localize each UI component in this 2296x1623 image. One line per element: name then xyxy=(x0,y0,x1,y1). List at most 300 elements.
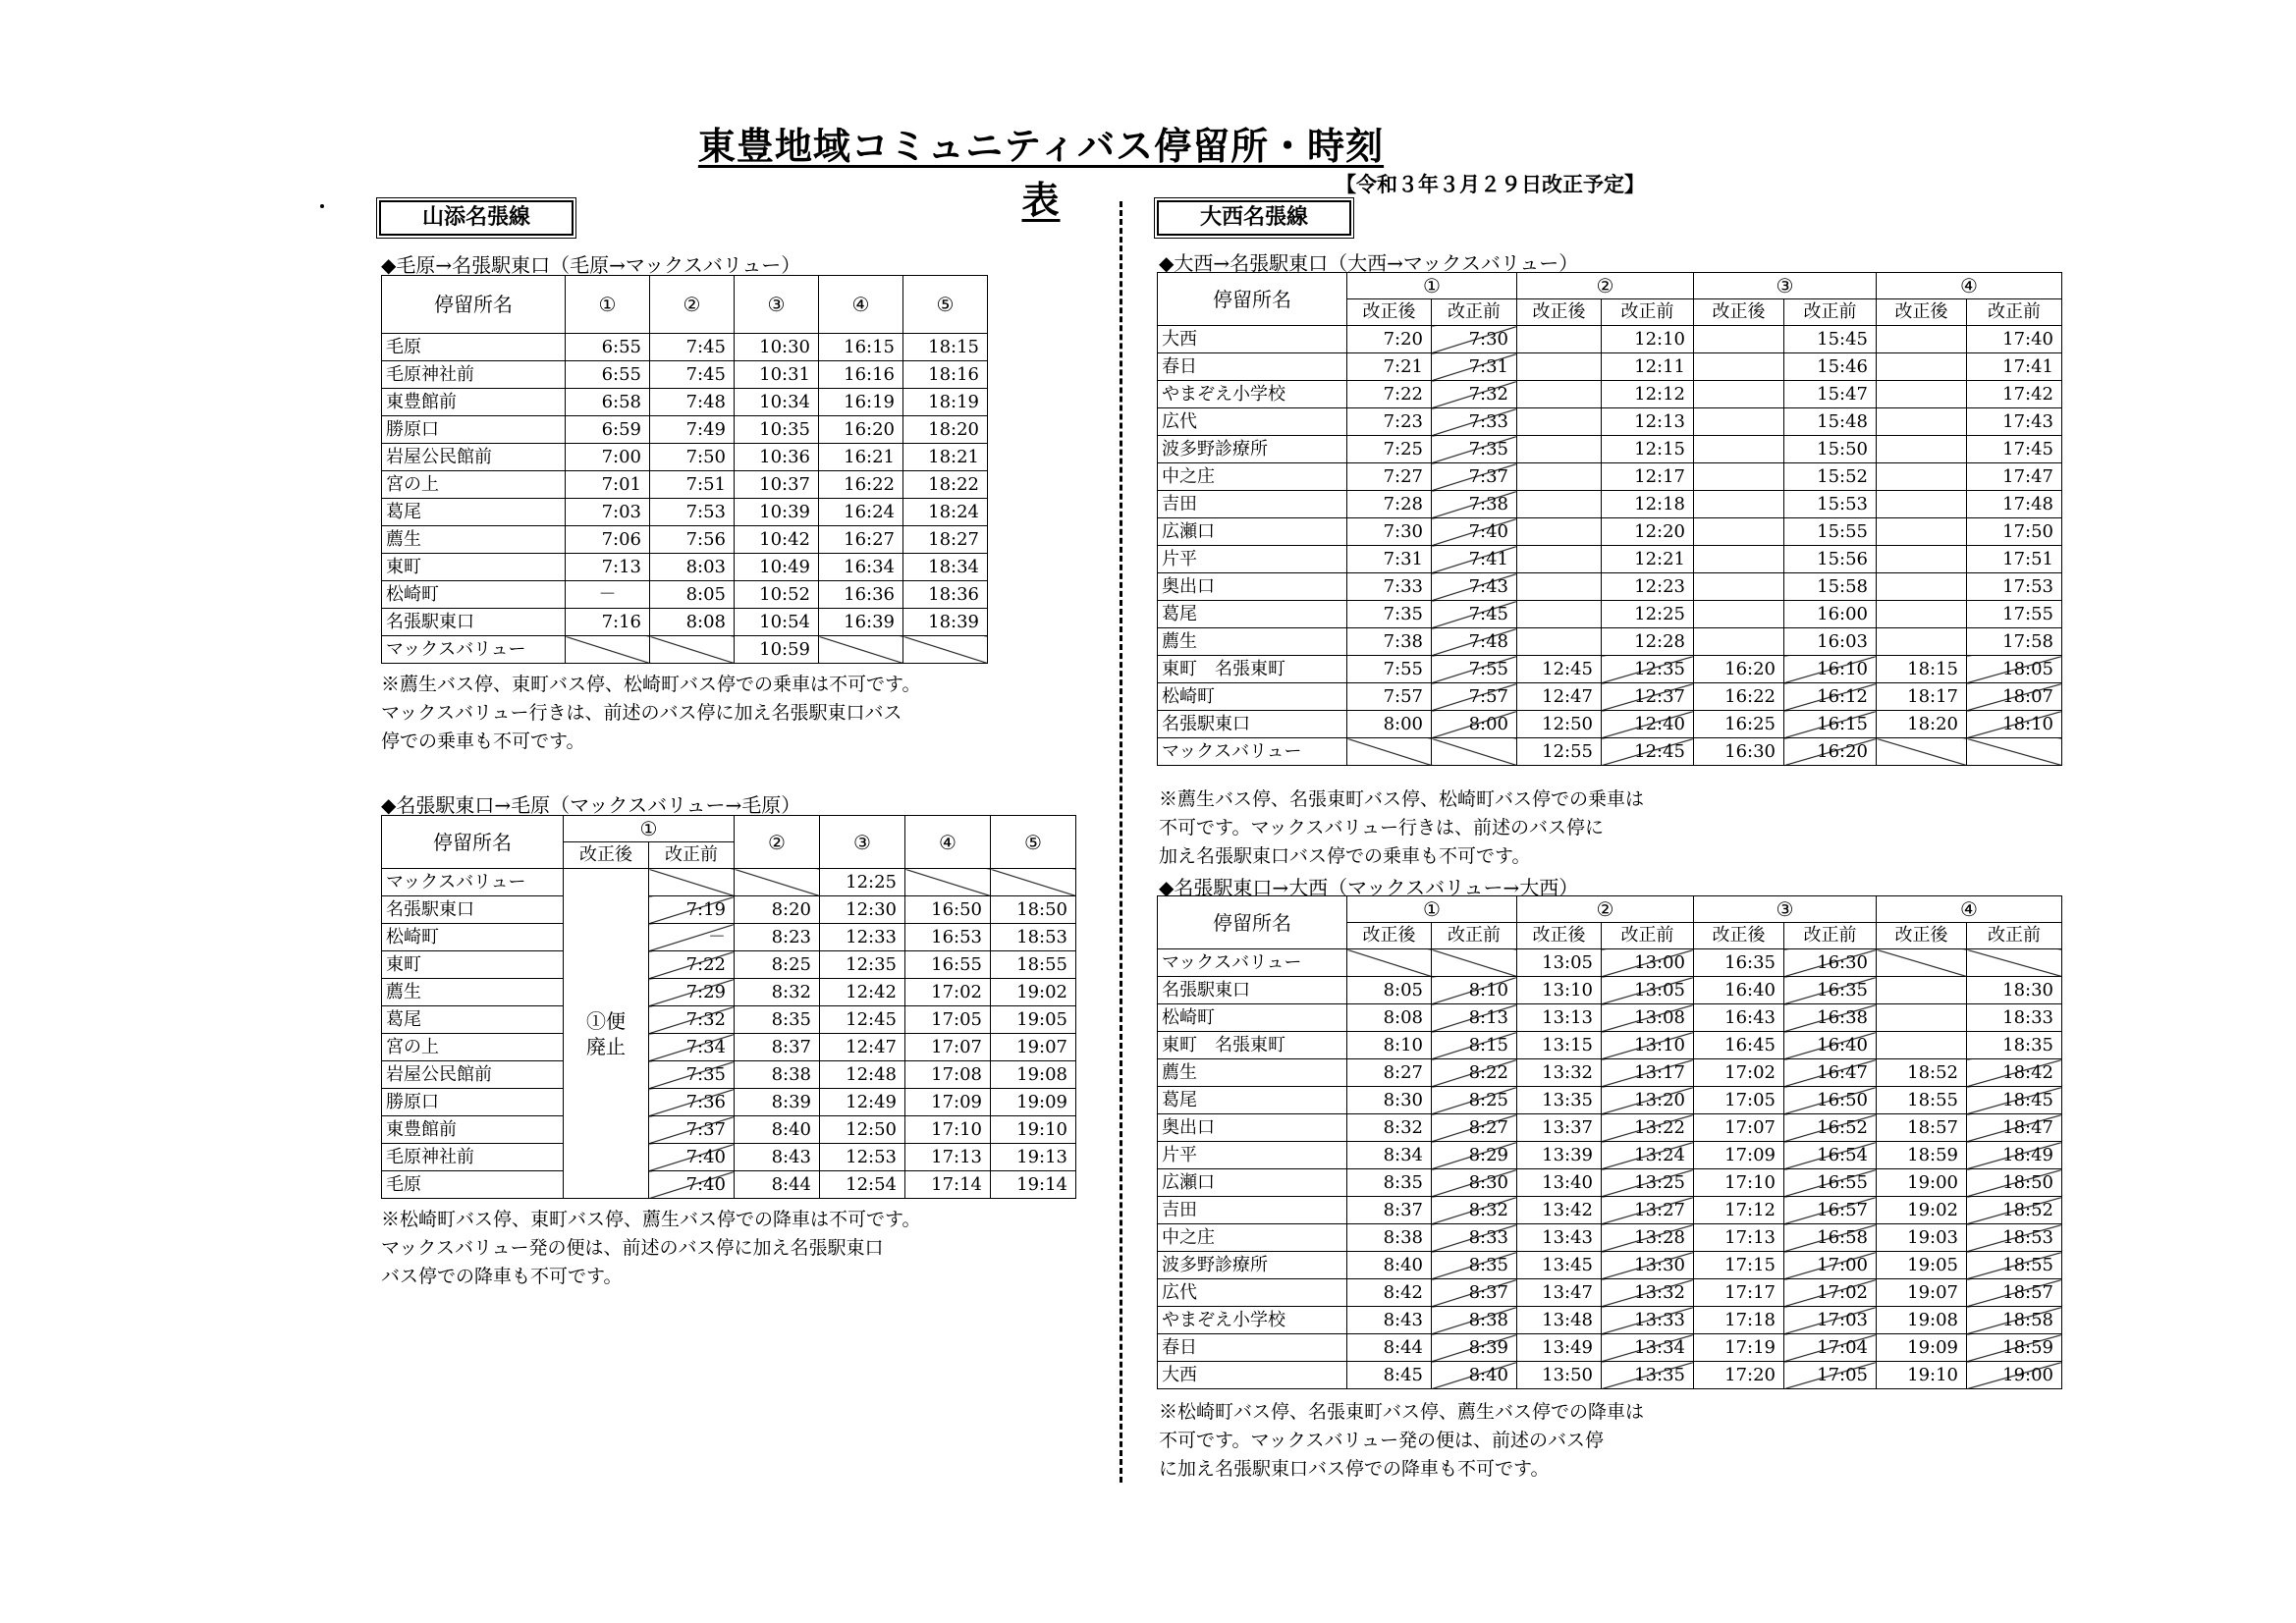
old-time-cell: 8:25 xyxy=(1432,1087,1517,1114)
stop-name: 大西 xyxy=(1158,326,1347,353)
new-time-cell: 7:55 xyxy=(1347,656,1432,683)
header-after: 改正後 xyxy=(1877,923,1967,949)
old-time-cell: 8:22 xyxy=(1432,1059,1517,1087)
old-time-cell: 18:47 xyxy=(1967,1114,2062,1142)
header-trip: ② xyxy=(1517,896,1694,923)
trip1-abolished-note xyxy=(564,869,649,1199)
new-time-cell: 18:15 xyxy=(1877,656,1967,683)
time-cell: 19:09 xyxy=(991,1089,1076,1116)
old-time-cell: 7:34 xyxy=(649,1034,735,1061)
old-time-cell: 18:42 xyxy=(1967,1059,2062,1087)
old-time-cell xyxy=(1967,949,2062,977)
time-cell: 18:53 xyxy=(991,924,1076,951)
old-time-cell: 15:46 xyxy=(1784,353,1877,381)
note-line: 不可です。マックスバリュー行きは、前述のバス停に xyxy=(1159,817,1604,839)
table-row xyxy=(382,361,988,389)
stop-name: 松崎町 xyxy=(1158,683,1347,711)
old-time-cell: 16:10 xyxy=(1784,656,1877,683)
time-cell: 12:30 xyxy=(820,896,905,924)
time-cell: 16:15 xyxy=(819,334,903,361)
old-time-cell xyxy=(1967,738,2062,766)
time-cell: 12:42 xyxy=(820,979,905,1006)
old-time-cell: 7:32 xyxy=(649,1006,735,1034)
header-trip: ③ xyxy=(735,276,819,334)
old-time-cell: 12:45 xyxy=(1602,738,1694,766)
old-time-cell: 7:41 xyxy=(1432,546,1517,573)
old-time-cell: 13:32 xyxy=(1602,1279,1694,1307)
new-time-cell xyxy=(1877,463,1967,491)
stop-name: 松崎町 xyxy=(382,924,564,951)
table-row xyxy=(1158,628,2062,656)
table-row xyxy=(382,499,988,526)
stop-name: 吉田 xyxy=(1158,491,1347,518)
time-cell: 12:53 xyxy=(820,1144,905,1171)
new-time-cell: 18:20 xyxy=(1877,711,1967,738)
old-time-cell: 16:20 xyxy=(1784,738,1877,766)
old-time-cell: 7:40 xyxy=(1432,518,1517,546)
table-row xyxy=(1158,1087,2062,1114)
new-time-cell: 8:37 xyxy=(1347,1197,1432,1224)
time-cell: 8:43 xyxy=(735,1144,820,1171)
time-cell: 8:37 xyxy=(735,1034,820,1061)
new-time-cell: 16:35 xyxy=(1694,949,1784,977)
new-time-cell xyxy=(1694,573,1784,601)
new-time-cell: 7:25 xyxy=(1347,436,1432,463)
old-time-cell: 16:38 xyxy=(1784,1004,1877,1032)
table-row xyxy=(382,924,1076,951)
old-time-cell: 8:10 xyxy=(1432,977,1517,1004)
old-time-cell: 18:35 xyxy=(1967,1032,2062,1059)
new-time-cell xyxy=(1877,353,1967,381)
stop-name: 岩屋公民館前 xyxy=(382,1061,564,1089)
stop-name: やまぞえ小学校 xyxy=(1158,381,1347,408)
table-row xyxy=(1158,408,2062,436)
new-time-cell: 19:02 xyxy=(1877,1197,1967,1224)
stop-name: 広代 xyxy=(1158,1279,1347,1307)
stop-name: 中之庄 xyxy=(1158,463,1347,491)
old-time-cell: 18:57 xyxy=(1967,1279,2062,1307)
new-time-cell: 19:05 xyxy=(1877,1252,1967,1279)
timetable-right-outbound xyxy=(1157,272,2062,766)
header-trip: ① xyxy=(566,276,650,334)
time-cell: 7:45 xyxy=(650,361,735,389)
old-time-cell: 17:05 xyxy=(1784,1362,1877,1389)
table-row xyxy=(1158,1279,2062,1307)
time-cell: 17:05 xyxy=(905,1006,991,1034)
old-time-cell: 17:00 xyxy=(1784,1252,1877,1279)
time-cell xyxy=(650,636,735,664)
new-time-cell xyxy=(1694,518,1784,546)
new-time-cell: 17:02 xyxy=(1694,1059,1784,1087)
header-before: 改正前 xyxy=(1967,299,2062,326)
new-time-cell: 8:08 xyxy=(1347,1004,1432,1032)
time-cell: 16:24 xyxy=(819,499,903,526)
old-time-cell: 17:50 xyxy=(1967,518,2062,546)
new-time-cell: 18:55 xyxy=(1877,1087,1967,1114)
old-time-cell: 8:27 xyxy=(1432,1114,1517,1142)
old-time-cell: 13:17 xyxy=(1602,1059,1694,1087)
new-time-cell: 8:00 xyxy=(1347,711,1432,738)
time-cell: 19:13 xyxy=(991,1144,1076,1171)
time-cell: 17:02 xyxy=(905,979,991,1006)
header-stop-name: 停留所名 xyxy=(382,276,566,334)
header-before: 改正前 xyxy=(1967,923,2062,949)
time-cell: 16:34 xyxy=(819,554,903,581)
new-time-cell: 13:40 xyxy=(1517,1169,1602,1197)
new-time-cell: 13:13 xyxy=(1517,1004,1602,1032)
table-row xyxy=(382,1116,1076,1144)
new-time-cell: 16:45 xyxy=(1694,1032,1784,1059)
new-time-cell xyxy=(1347,738,1432,766)
new-time-cell xyxy=(1517,381,1602,408)
new-time-cell: 17:17 xyxy=(1694,1279,1784,1307)
new-time-cell xyxy=(1877,601,1967,628)
new-time-cell xyxy=(1877,1004,1967,1032)
new-time-cell: 7:28 xyxy=(1347,491,1432,518)
stop-name: 宮の上 xyxy=(382,471,566,499)
old-time-cell: 12:25 xyxy=(1602,601,1694,628)
table-row xyxy=(1158,326,2062,353)
header-trip: ⑤ xyxy=(991,816,1076,869)
note-line: 不可です。マックスバリュー発の便は、前述のバス停 xyxy=(1159,1430,1604,1451)
time-cell: 16:39 xyxy=(819,609,903,636)
time-cell: 16:50 xyxy=(905,896,991,924)
old-time-cell: 13:08 xyxy=(1602,1004,1694,1032)
time-cell: 10:59 xyxy=(735,636,819,664)
table-row xyxy=(1158,463,2062,491)
new-time-cell: 19:07 xyxy=(1877,1279,1967,1307)
time-cell: 18:50 xyxy=(991,896,1076,924)
table-row xyxy=(382,951,1076,979)
time-cell: 7:51 xyxy=(650,471,735,499)
old-time-cell: 7:37 xyxy=(649,1116,735,1144)
new-time-cell xyxy=(1694,326,1784,353)
table-row xyxy=(1158,1197,2062,1224)
old-time-cell: 13:20 xyxy=(1602,1087,1694,1114)
old-time-cell: 13:33 xyxy=(1602,1307,1694,1334)
old-time-cell: 12:40 xyxy=(1602,711,1694,738)
new-time-cell: 7:23 xyxy=(1347,408,1432,436)
old-time-cell: 18:53 xyxy=(1967,1224,2062,1252)
table-row xyxy=(382,1006,1076,1034)
old-time-cell: 8:15 xyxy=(1432,1032,1517,1059)
stop-name: マックスバリュー xyxy=(382,869,564,896)
note-line: に加え名張駅東口バス停での降車も不可です。 xyxy=(1159,1458,1550,1480)
stop-name: 葛尾 xyxy=(1158,601,1347,628)
table-row xyxy=(1158,1224,2062,1252)
time-cell: 12:45 xyxy=(820,1006,905,1034)
old-time-cell: 7:31 xyxy=(1432,353,1517,381)
new-time-cell: 19:08 xyxy=(1877,1307,1967,1334)
time-cell: 17:14 xyxy=(905,1171,991,1199)
new-time-cell: 18:59 xyxy=(1877,1142,1967,1169)
time-cell: 6:55 xyxy=(566,361,650,389)
new-time-cell: 13:15 xyxy=(1517,1032,1602,1059)
old-time-cell: 16:30 xyxy=(1784,949,1877,977)
new-time-cell: 12:47 xyxy=(1517,683,1602,711)
time-cell: 7:48 xyxy=(650,389,735,416)
old-time-cell: 16:12 xyxy=(1784,683,1877,711)
new-time-cell xyxy=(1877,381,1967,408)
new-time-cell xyxy=(1517,546,1602,573)
time-cell: 8:38 xyxy=(735,1061,820,1089)
notes-right-inbound xyxy=(1159,1398,1644,1484)
time-cell: 6:58 xyxy=(566,389,650,416)
time-cell: 10:34 xyxy=(735,389,819,416)
note-line: ※松崎町バス停、名張東町バス停、薦生バス停での降車は xyxy=(1159,1401,1645,1423)
table-row xyxy=(1158,1114,2062,1142)
time-cell: 18:15 xyxy=(903,334,988,361)
caption-right-inbound: ◆名張駅東口→大西（マックスバリュー→大西） xyxy=(1159,876,1579,899)
table-row xyxy=(382,554,988,581)
page-title: 東豊地域コミュニティバス停留所・時刻表 xyxy=(697,125,1385,222)
new-time-cell xyxy=(1694,491,1784,518)
time-cell: 18:39 xyxy=(903,609,988,636)
time-cell: 8:08 xyxy=(650,609,735,636)
stop-name: 薦生 xyxy=(382,526,566,554)
new-time-cell: 8:32 xyxy=(1347,1114,1432,1142)
new-time-cell: 13:35 xyxy=(1517,1087,1602,1114)
new-time-cell xyxy=(1517,326,1602,353)
table-row xyxy=(1158,738,2062,766)
time-cell: 7:01 xyxy=(566,471,650,499)
time-cell: 8:35 xyxy=(735,1006,820,1034)
stop-name: 東町 名張東町 xyxy=(1158,656,1347,683)
new-time-cell: 17:10 xyxy=(1694,1169,1784,1197)
table-row xyxy=(1158,1307,2062,1334)
time-cell: 16:53 xyxy=(905,924,991,951)
new-time-cell: 13:42 xyxy=(1517,1197,1602,1224)
header-after: 改正後 xyxy=(1694,299,1784,326)
time-cell: － xyxy=(566,581,650,609)
new-time-cell: 17:19 xyxy=(1694,1334,1784,1362)
old-time-cell: 7:57 xyxy=(1432,683,1517,711)
old-time-cell: 16:40 xyxy=(1784,1032,1877,1059)
table-row xyxy=(382,416,988,444)
new-time-cell: 8:10 xyxy=(1347,1032,1432,1059)
header-before: 改正前 xyxy=(1784,923,1877,949)
new-time-cell: 8:38 xyxy=(1347,1224,1432,1252)
stop-name: 東町 xyxy=(382,951,564,979)
old-time-cell: 12:20 xyxy=(1602,518,1694,546)
new-time-cell: 17:09 xyxy=(1694,1142,1784,1169)
time-cell: 18:27 xyxy=(903,526,988,554)
time-cell: 18:55 xyxy=(991,951,1076,979)
old-time-cell: 18:07 xyxy=(1967,683,2062,711)
header-before: 改正前 xyxy=(1784,299,1877,326)
new-time-cell: 8:44 xyxy=(1347,1334,1432,1362)
time-cell: 16:19 xyxy=(819,389,903,416)
notes-left-outbound xyxy=(381,671,920,756)
old-time-cell xyxy=(649,869,735,896)
time-cell: 10:31 xyxy=(735,361,819,389)
time-cell: 8:05 xyxy=(650,581,735,609)
table-row xyxy=(382,1034,1076,1061)
old-time-cell: 15:50 xyxy=(1784,436,1877,463)
stop-name: 岩屋公民館前 xyxy=(382,444,566,471)
time-cell xyxy=(735,869,820,896)
old-time-cell: 7:30 xyxy=(1432,326,1517,353)
old-time-cell: 13:27 xyxy=(1602,1197,1694,1224)
header-trip: ④ xyxy=(1877,896,2062,923)
line-name-onishi: 大西名張線 xyxy=(1157,200,1351,236)
time-cell: 8:25 xyxy=(735,951,820,979)
stop-name: 東町 名張東町 xyxy=(1158,1032,1347,1059)
table-row xyxy=(1158,381,2062,408)
new-time-cell: 8:05 xyxy=(1347,977,1432,1004)
old-time-cell: 7:40 xyxy=(649,1144,735,1171)
time-cell: 18:34 xyxy=(903,554,988,581)
stop-name: 薦生 xyxy=(382,979,564,1006)
stop-name: 葛尾 xyxy=(1158,1087,1347,1114)
old-time-cell: 12:21 xyxy=(1602,546,1694,573)
old-time-cell: 16:47 xyxy=(1784,1059,1877,1087)
new-time-cell: 18:17 xyxy=(1877,683,1967,711)
new-time-cell: 18:57 xyxy=(1877,1114,1967,1142)
new-time-cell: 13:32 xyxy=(1517,1059,1602,1087)
table-row xyxy=(1158,1032,2062,1059)
stop-name: 波多野診療所 xyxy=(1158,1252,1347,1279)
old-time-cell: 16:52 xyxy=(1784,1114,1877,1142)
time-cell: 17:08 xyxy=(905,1061,991,1089)
new-time-cell xyxy=(1877,949,1967,977)
caption-left-inbound: ◆名張駅東口→毛原（マックスバリュー→毛原） xyxy=(381,793,801,817)
old-time-cell: 18:52 xyxy=(1967,1197,2062,1224)
header-trip: ④ xyxy=(905,816,991,869)
old-time-cell: 7:36 xyxy=(649,1089,735,1116)
new-time-cell: 19:09 xyxy=(1877,1334,1967,1362)
old-time-cell: 8:33 xyxy=(1432,1224,1517,1252)
new-time-cell xyxy=(1694,436,1784,463)
old-time-cell: 16:54 xyxy=(1784,1142,1877,1169)
note-line: バス停での降車も不可です。 xyxy=(381,1266,623,1287)
table-row xyxy=(382,581,988,609)
new-time-cell: 13:48 xyxy=(1517,1307,1602,1334)
time-cell: 17:07 xyxy=(905,1034,991,1061)
stop-name: マックスバリュー xyxy=(382,636,566,664)
new-time-cell: 17:05 xyxy=(1694,1087,1784,1114)
time-cell: 8:44 xyxy=(735,1171,820,1199)
time-cell: 16:22 xyxy=(819,471,903,499)
stop-name: 毛原 xyxy=(382,334,566,361)
old-time-cell: 8:13 xyxy=(1432,1004,1517,1032)
time-cell: 18:36 xyxy=(903,581,988,609)
new-time-cell: 16:43 xyxy=(1694,1004,1784,1032)
new-time-cell: 8:45 xyxy=(1347,1362,1432,1389)
new-time-cell: 7:35 xyxy=(1347,601,1432,628)
time-cell: 8:40 xyxy=(735,1116,820,1144)
table-row xyxy=(382,979,1076,1006)
new-time-cell xyxy=(1517,518,1602,546)
old-time-cell: 17:51 xyxy=(1967,546,2062,573)
new-time-cell xyxy=(1694,463,1784,491)
stop-name: 東豊館前 xyxy=(382,1116,564,1144)
new-time-cell: 17:13 xyxy=(1694,1224,1784,1252)
old-time-cell: 17:41 xyxy=(1967,353,2062,381)
time-cell: 7:50 xyxy=(650,444,735,471)
new-time-cell xyxy=(1877,1032,1967,1059)
new-time-cell: 16:22 xyxy=(1694,683,1784,711)
table-row xyxy=(1158,1362,2062,1389)
header-trip: ① xyxy=(1347,896,1517,923)
stop-name: 名張駅東口 xyxy=(382,896,564,924)
stop-name: 名張駅東口 xyxy=(1158,977,1347,1004)
old-time-cell: 8:00 xyxy=(1432,711,1517,738)
header-before: 改正前 xyxy=(1602,299,1694,326)
line-name-yamazoe: 山添名張線 xyxy=(379,200,574,236)
stop-name: 広瀬口 xyxy=(1158,518,1347,546)
time-cell: 7:56 xyxy=(650,526,735,554)
time-cell: 6:55 xyxy=(566,334,650,361)
abolished-line: ①便 xyxy=(586,1008,626,1033)
new-time-cell xyxy=(1877,546,1967,573)
old-time-cell: 12:13 xyxy=(1602,408,1694,436)
new-time-cell: 7:21 xyxy=(1347,353,1432,381)
old-time-cell: 15:58 xyxy=(1784,573,1877,601)
stop-name: 毛原神社前 xyxy=(382,361,566,389)
table-row xyxy=(382,869,1076,896)
new-time-cell: 12:55 xyxy=(1517,738,1602,766)
header-trip: ② xyxy=(1517,273,1694,299)
new-time-cell: 8:34 xyxy=(1347,1142,1432,1169)
old-time-cell: 17:53 xyxy=(1967,573,2062,601)
old-time-cell: 13:35 xyxy=(1602,1362,1694,1389)
time-cell: 12:25 xyxy=(820,869,905,896)
table-row xyxy=(382,636,988,664)
new-time-cell xyxy=(1694,408,1784,436)
table-row xyxy=(1158,436,2062,463)
table-row xyxy=(1158,1142,2062,1169)
time-cell: 7:13 xyxy=(566,554,650,581)
new-time-cell xyxy=(1517,436,1602,463)
old-time-cell: 7:32 xyxy=(1432,381,1517,408)
new-time-cell xyxy=(1877,738,1967,766)
table-row xyxy=(1158,1059,2062,1087)
old-time-cell: 17:48 xyxy=(1967,491,2062,518)
old-time-cell: 12:18 xyxy=(1602,491,1694,518)
stop-name: 名張駅東口 xyxy=(1158,711,1347,738)
time-cell: 10:36 xyxy=(735,444,819,471)
header-after: 改正後 xyxy=(1694,923,1784,949)
header-after: 改正後 xyxy=(1517,923,1602,949)
old-time-cell: 18:33 xyxy=(1967,1004,2062,1032)
old-time-cell: 13:00 xyxy=(1602,949,1694,977)
time-cell: 10:52 xyxy=(735,581,819,609)
header-after: 改正後 xyxy=(1347,923,1432,949)
notes-left-inbound xyxy=(381,1206,920,1291)
old-time-cell: 16:00 xyxy=(1784,601,1877,628)
old-time-cell: 17:04 xyxy=(1784,1334,1877,1362)
new-time-cell: 19:00 xyxy=(1877,1169,1967,1197)
old-time-cell: 7:35 xyxy=(649,1061,735,1089)
old-time-cell: 12:15 xyxy=(1602,436,1694,463)
old-time-cell: 15:53 xyxy=(1784,491,1877,518)
time-cell: 18:16 xyxy=(903,361,988,389)
time-cell: 19:07 xyxy=(991,1034,1076,1061)
new-time-cell: 13:49 xyxy=(1517,1334,1602,1362)
new-time-cell: 13:47 xyxy=(1517,1279,1602,1307)
scan-speck xyxy=(320,204,324,208)
old-time-cell: 7:33 xyxy=(1432,408,1517,436)
time-cell: 17:13 xyxy=(905,1144,991,1171)
old-time-cell: 16:35 xyxy=(1784,977,1877,1004)
old-time-cell: 18:45 xyxy=(1967,1087,2062,1114)
new-time-cell: 7:27 xyxy=(1347,463,1432,491)
new-time-cell: 17:12 xyxy=(1694,1197,1784,1224)
stop-name: 毛原神社前 xyxy=(382,1144,564,1171)
old-time-cell: 16:55 xyxy=(1784,1169,1877,1197)
time-cell: 12:48 xyxy=(820,1061,905,1089)
